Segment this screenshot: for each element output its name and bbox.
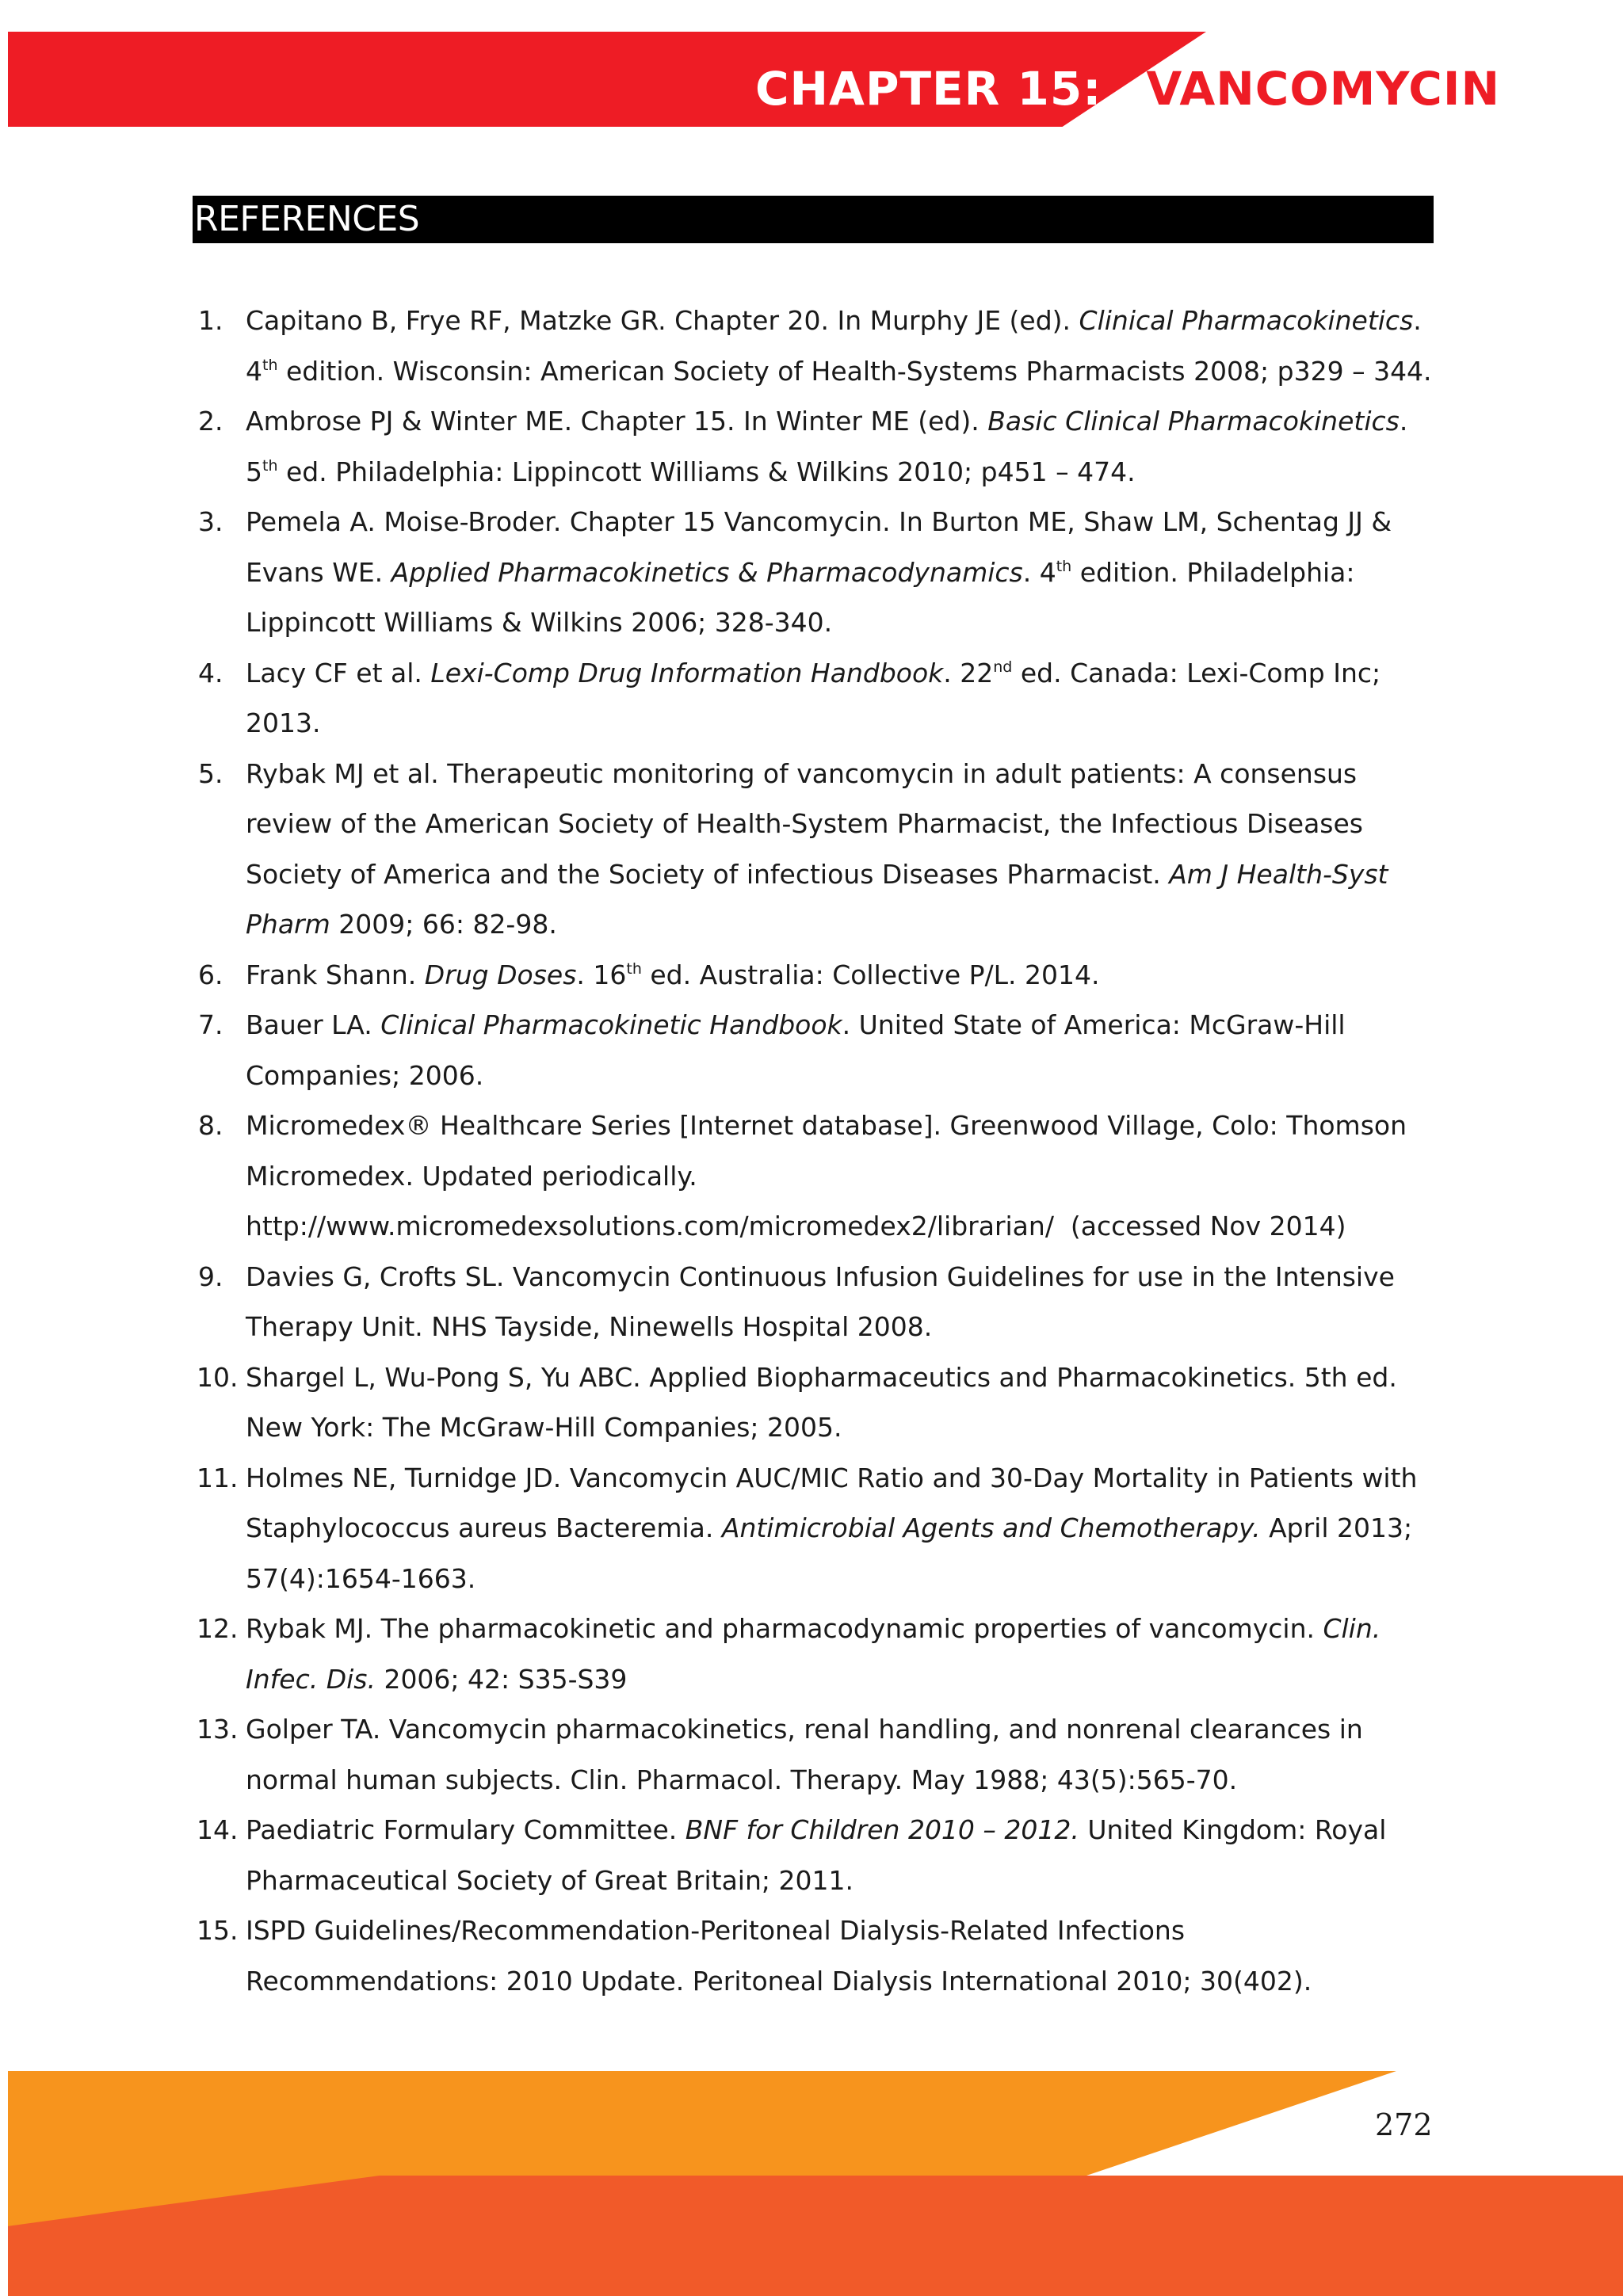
reference-number: 2. xyxy=(198,406,223,437)
reference-item xyxy=(198,1453,1434,1604)
reference-number: 15. xyxy=(197,1915,239,1946)
page-number: 272 xyxy=(1375,2107,1433,2142)
reference-text: Golper TA. Vancomycin pharmacokinetics, renal handling, and nonrenal clearances in normal human subjects. Clin. Pharmacol. Therapy. May 1988; 43(5):565-70. xyxy=(246,1714,1363,1795)
reference-item xyxy=(198,497,1434,648)
reference-item xyxy=(198,1252,1434,1352)
reference-text: Bauer LA. Clinical Pharmacokinetic Handbook. United State of America: McGraw-Hill Companies; 2006. xyxy=(246,1009,1346,1091)
reference-number: 10. xyxy=(197,1361,239,1393)
reference-number: 3. xyxy=(198,506,223,537)
reference-item xyxy=(198,1352,1434,1453)
reference-text: Capitano B, Frye RF, Matzke GR. Chapter 20. In Murphy JE (ed). Clinical Pharmacokinetics. 4th edition. Wisconsin: American Society of Health-Systems Pharmacists 2008; p329 – 344. xyxy=(246,305,1432,387)
reference-text: Micromedex® Healthcare Series [Internet database]. Greenwood Village, Colo: Thomson Micromedex. Updated periodically. http://www.micromedexsolutions.com/micromedex2/librarian/ (accessed Nov 2014) xyxy=(246,1110,1407,1241)
reference-text: ISPD Guidelines/Recommendation-Peritoneal Dialysis-Related Infections Recommendations: 2010 Update. Peritoneal Dialysis International 2010; 30(402). xyxy=(246,1915,1312,1997)
section-bar xyxy=(193,196,1434,243)
reference-text: Davies G, Crofts SL. Vancomycin Continuous Infusion Guidelines for use in the Intensive Therapy Unit. NHS Tayside, Ninewells Hospital 2008. xyxy=(246,1261,1395,1342)
reference-item xyxy=(198,396,1434,497)
section-title: REFERENCES xyxy=(194,199,420,239)
reference-item xyxy=(198,1905,1434,2006)
reference-number: 12. xyxy=(197,1613,239,1644)
reference-text: Shargel L, Wu-Pong S, Yu ABC. Applied Biopharmaceutics and Pharmacokinetics. 5th ed. New York: The McGraw-Hill Companies; 2005. xyxy=(246,1361,1397,1443)
reference-item xyxy=(198,1604,1434,1704)
reference-text: Rybak MJ et al. Therapeutic monitoring of vancomycin in adult patients: A consensus review of the American Society of Health-System Pharmacist, the Infectious Diseases Society of America and the Society of infectious Diseases Pharmacist. Am J Health-Syst Pharm 2009; 66: 82-98. xyxy=(246,757,1388,940)
reference-text: Paediatric Formulary Committee. BNF for Children 2010 – 2012. United Kingdom: Royal Pharmaceutical Society of Great Britain; 2011. xyxy=(246,1814,1387,1896)
reference-item xyxy=(198,296,1434,396)
reference-number: 1. xyxy=(198,305,223,336)
reference-text: Rybak MJ. The pharmacokinetic and pharmacodynamic properties of vancomycin. Clin. Infec. Dis. 2006; 42: S35-S39 xyxy=(246,1613,1381,1695)
reference-text: Holmes NE, Turnidge JD. Vancomycin AUC/MIC Ratio and 30-Day Mortality in Patients with Staphylococcus aureus Bacteremia. Antimicrobial Agents and Chemotherapy. April 2013; 57(4):1654-1663. xyxy=(246,1462,1418,1594)
reference-text: Pemela A. Moise-Broder. Chapter 15 Vancomycin. In Burton ME, Shaw LM, Schentag JJ & Evans WE. Applied Pharmacokinetics & Pharmacodynamics. 4th edition. Philadelphia: Lippincott Williams & Wilkins 2006; 328-340. xyxy=(246,506,1392,638)
chapter-label: CHAPTER 15: xyxy=(754,62,1102,116)
reference-item xyxy=(198,1100,1434,1252)
reference-number: 14. xyxy=(197,1814,239,1845)
reference-number: 8. xyxy=(198,1110,223,1141)
reference-text: Frank Shann. Drug Doses. 16th ed. Australia: Collective P/L. 2014. xyxy=(246,959,1100,990)
reference-number: 6. xyxy=(198,959,223,990)
reference-list xyxy=(198,296,1434,2006)
reference-text: Lacy CF et al. Lexi-Comp Drug Information Handbook. 22nd ed. Canada: Lexi-Comp Inc; 2013. xyxy=(246,657,1381,738)
chapter-title xyxy=(755,62,1500,116)
reference-item xyxy=(198,1000,1434,1100)
reference-item xyxy=(198,1805,1434,1905)
reference-number: 5. xyxy=(198,757,223,789)
chapter-subject: VANCOMYCIN xyxy=(1146,62,1500,116)
reference-number: 7. xyxy=(198,1009,223,1040)
reference-number: 11. xyxy=(197,1462,239,1493)
reference-number: 13. xyxy=(197,1714,239,1745)
reference-number: 4. xyxy=(198,657,223,688)
reference-text: Ambrose PJ & Winter ME. Chapter 15. In Winter ME (ed). Basic Clinical Pharmacokinetics. 5th ed. Philadelphia: Lippincott Williams & Wilkins 2010; p451 – 474. xyxy=(246,406,1408,487)
reference-item xyxy=(198,749,1434,950)
reference-item xyxy=(198,648,1434,749)
reference-item xyxy=(198,1704,1434,1805)
reference-number: 9. xyxy=(198,1261,223,1292)
reference-item xyxy=(198,950,1434,1001)
footer-red-band xyxy=(8,2176,1623,2296)
